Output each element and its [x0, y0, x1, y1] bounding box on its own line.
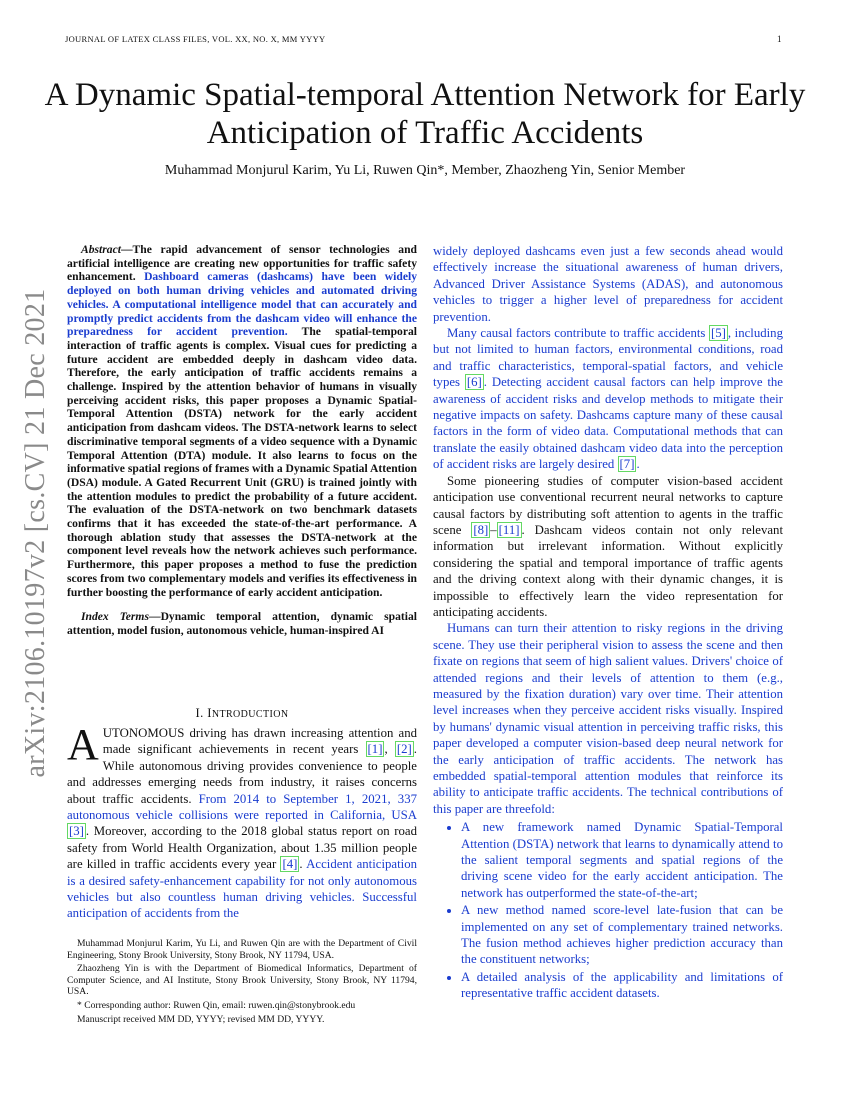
paragraph-3 [433, 473, 783, 621]
drop-cap: A [67, 720, 99, 769]
footnote-affiliation-2: Zhaozheng Yin is with the Department of Biomedical Informatics, Department of Computer Science, and AI Institute, Stony Brook University, Stony Brook, NY 11794, USA. [67, 963, 417, 998]
citation-5[interactable]: [5] [710, 326, 726, 341]
intro-text-revised: From 2014 to September 1, 2021, 337 autonomous vehicle collisions were reported in California, USA [67, 791, 417, 823]
index-terms-text: —Dynamic temporal attention, dynamic spatial attention, model fusion, autonomous vehicle, human-inspired AI [67, 610, 417, 637]
intro-text: . [299, 857, 303, 872]
section-title-cap: I [207, 706, 212, 720]
footnote-affiliation-1: Muhammad Monjurul Karim, Yu Li, and Ruwen Qin are with the Department of Civil Engineering, Stony Brook University, Stony Brook, NY 11794, USA. [67, 938, 417, 961]
intro-text: , [384, 742, 395, 757]
paragraph-text: – [490, 522, 497, 537]
right-column [433, 243, 783, 1003]
author-list: Muhammad Monjurul Karim, Yu Li, Ruwen Qin*, Member, Zhaozheng Yin, Senior Member [164, 163, 686, 178]
section-heading-introduction [67, 706, 417, 721]
citation-11[interactable]: [11] [498, 522, 520, 537]
page-number: 1 [777, 34, 782, 44]
citation-8[interactable]: [8] [473, 522, 489, 537]
paragraph-text: Some pioneering studies of computer vision-based accident anticipation use conventional recurrent neural networks to capture causal factors by distributing soft attention to agents in the traffic scene [433, 473, 783, 537]
intro-text: UTONOMOUS driving has drawn increasing attention and made significant achievements in recent years [102, 726, 417, 757]
contribution-item: • A detailed analysis of the applicability and limitations of representative traffic accident datasets. [461, 969, 783, 1002]
paragraph-text: . Detecting accident causal factors can help improve the awareness of accident risks and develop methods to mitigate their negative impacts on safety. Dashcams capture many of these causal factors in the form of video data. Computational methods that can translate the easily obtained dashcam video data into the perception of accident risks are largely desired [433, 375, 783, 472]
citation-7[interactable]: [7] [619, 457, 635, 472]
contribution-item: • A new framework named Dynamic Spatial-Temporal Attention (DSTA) network that learns to dynamically attend to the salient temporal segments and spatial regions of the driving scene video for the early accident anticipation. The network has outperformed the state-of-the-art; [461, 819, 783, 901]
contributions-list [433, 819, 783, 1001]
section-number: I. [195, 706, 204, 720]
citation-4[interactable]: [4] [282, 857, 298, 872]
citation-3[interactable]: [3] [69, 824, 84, 839]
introduction-text [67, 720, 417, 922]
citation-2[interactable]: [2] [396, 742, 412, 757]
citation-6[interactable]: [6] [466, 375, 482, 390]
abstract-text-1: —The rapid advancement of sensor technologies and artificial intelligence are creating new opportunities for traffic safety enhancement. [67, 243, 417, 284]
footnote-manuscript: Manuscript received MM DD, YYYY; revised MM DD, YYYY. [77, 1013, 325, 1025]
intro-text-revised: Accident anticipation is a desired safety-enhancement capability for not only autonomous vehicles but also countless human driving vehicles. Successful anticipation of accidents from the [67, 857, 417, 921]
paragraph-4-revised: Humans can turn their attention to risky regions in the driving scene. They use their peripheral vision to assess the scene and then fixate on regions that seem of high salient values. Drivers' choice of attended regions and their levels of attention to them (e.g., measured by the fixation duration) vary over time. Their attention level increases when they perceive accident risks visually. Inspired by humans' dynamic visual attention in perceiving traffic risks, this paper developed a computer vision-based deep neural network for the early anticipation of traffic accidents. The network has embedded spatial-temporal attention modules that reinforce its ability to anticipate traffic accidents. The technical contributions of this paper are threefold: [433, 621, 783, 816]
intro-text: . While autonomous driving provides convenience to people and addresses emerging needs from industry, it raises concerns about traffic accidents. [67, 742, 417, 806]
paragraph-text: , including but not limited to human factors, environmental conditions, road and traffic characteristics, temporal-spatial factors, and vehicle types [433, 326, 783, 390]
abstract-text-3: The spatial-temporal interaction of traffic agents is complex. Visual cues for predicting a future accident are embedded deeply in dashcam video data. Therefore, the early anticipation of traffic accidents remains a challenge. Inspired by the attention behavior of humans in visually perceiving accident risks, this paper proposes a Dynamic Spatial-Temporal Attention (DSTA) network for the early accident anticipation from dashcam videos. The DSTA-network learns to select discriminative temporal segments of a video sequence with a Dynamic Temporal Attention (DTA) module. It also learns to focus on the informative spatial regions of frames with a Dynamic Spatial Attention (DSA) module. A Gated Recurrent Unit (GRU) is trained jointly with the attention modules to predict the probability of a future accident. The evaluation of the DSTA-network on two benchmark datasets confirms that it has exceeded the state-of-the-art performance. A thorough ablation study that assesses the DSTA-network at the component level reveals how the network achieves such performance. Furthermore, this paper proposes a method to fuse the prediction scores from two complementary models and verifies its effectiveness in further boosting the performance of early accident anticipation. [67, 325, 417, 599]
abstract [67, 243, 417, 638]
paragraph-text: . [636, 457, 640, 472]
paragraph-text: Many causal factors contribute to traffic accidents [447, 326, 709, 341]
paper-title: A Dynamic Spatial-temporal Attention Network for Early Anticipation of Traffic Accidents [44, 77, 806, 151]
paragraph-1-revised: widely deployed dashcams even just a few seconds ahead would effectively increase the situational awareness of human drivers, Advanced Driver Assistance Systems (ADAS), and autonomous vehicles to trigger a higher level of preparedness for accident prevention. [433, 244, 783, 324]
paragraph-2 [433, 325, 783, 473]
intro-text: . Moreover, according to the 2018 global status report on road safety from World Health Organization, about 1.35 million people are killed in traffic accidents every year [67, 824, 417, 872]
footnote-corresponding: * Corresponding author: Ruwen Qin, email: ruwen.qin@stonybrook.edu [77, 999, 356, 1011]
footnotes [67, 938, 417, 1027]
paragraph-text: . Dashcam videos contain not only relevant information but irrelevant information. Without explicitly considering the spatial and temporal importance of traffic agents and the driving context along with their dynamic changes, it is impossible to effectively learn the video representation for anticipating accidents. [433, 522, 783, 619]
index-terms-label: Index Terms [81, 610, 149, 624]
arxiv-stamp[interactable] [16, 290, 56, 775]
citation-1[interactable]: [1] [367, 742, 383, 757]
contribution-item: • A new method named score-level late-fusion that can be implemented on any set of complementary trained networks. The fusion method achieves higher prediction accuracy than the constituent networks; [461, 902, 783, 968]
abstract-text-2-revised: Dashboard cameras (dashcams) have been widely deployed on both human driving vehicles and automated driving vehicles. A computational intelligence model that can accurately and promptly predict accidents from the dashcam video will enhance the preparedness for accident prevention. [67, 270, 417, 339]
arxiv-stamp-text: arXiv:2106.10197v2 [cs.CV] 21 Dec 2021 [20, 288, 51, 777]
section-title-rest: NTRODUCTION [211, 709, 289, 720]
abstract-label: Abstract [81, 243, 121, 256]
running-header: JOURNAL OF LATEX CLASS FILES, VOL. XX, NO. X, MM YYYY [65, 34, 326, 44]
